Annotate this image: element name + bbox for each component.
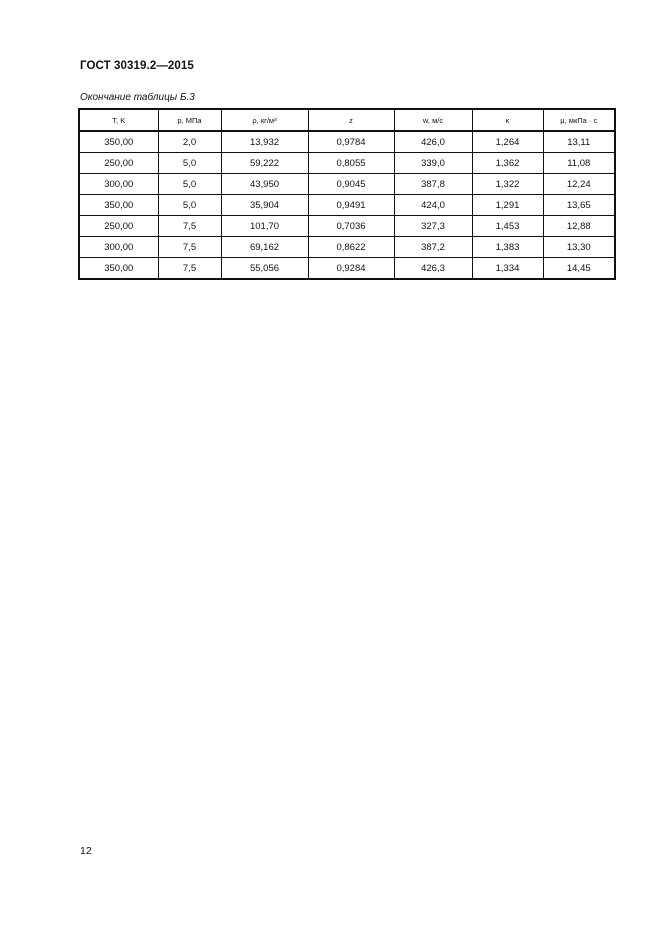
- table-caption: Окончание таблицы Б.3: [80, 92, 195, 103]
- cell-isentropic-exponent: 1,291: [472, 195, 543, 216]
- document-header: ГОСТ 30319.2—2015: [80, 60, 194, 72]
- header-density: ρ, кг/м³: [221, 109, 308, 131]
- cell-compressibility: 0,8055: [308, 153, 394, 174]
- table-row: [79, 195, 615, 216]
- data-table: [78, 108, 616, 280]
- cell-temperature: 350,00: [79, 258, 158, 280]
- cell-sound-speed: 387,2: [394, 237, 472, 258]
- cell-pressure: 5,0: [158, 195, 221, 216]
- table-row: [79, 216, 615, 237]
- cell-density: 35,904: [221, 195, 308, 216]
- cell-pressure: 7,5: [158, 258, 221, 280]
- cell-isentropic-exponent: 1,322: [472, 174, 543, 195]
- cell-compressibility: 0,9284: [308, 258, 394, 280]
- cell-viscosity: 13,30: [543, 237, 615, 258]
- cell-density: 55,056: [221, 258, 308, 280]
- table-row: [79, 258, 615, 280]
- cell-temperature: 250,00: [79, 153, 158, 174]
- page-number: 12: [80, 845, 92, 857]
- table-row: [79, 131, 615, 153]
- cell-pressure: 5,0: [158, 174, 221, 195]
- cell-temperature: 250,00: [79, 216, 158, 237]
- cell-sound-speed: 426,3: [394, 258, 472, 280]
- cell-isentropic-exponent: 1,362: [472, 153, 543, 174]
- cell-density: 13,932: [221, 131, 308, 153]
- cell-compressibility: 0,7036: [308, 216, 394, 237]
- cell-isentropic-exponent: 1,334: [472, 258, 543, 280]
- cell-compressibility: 0,8622: [308, 237, 394, 258]
- cell-isentropic-exponent: 1,264: [472, 131, 543, 153]
- cell-isentropic-exponent: 1,453: [472, 216, 543, 237]
- cell-sound-speed: 339,0: [394, 153, 472, 174]
- cell-sound-speed: 387,8: [394, 174, 472, 195]
- cell-pressure: 2,0: [158, 131, 221, 153]
- cell-viscosity: 13,11: [543, 131, 615, 153]
- cell-viscosity: 12,24: [543, 174, 615, 195]
- cell-isentropic-exponent: 1,383: [472, 237, 543, 258]
- cell-sound-speed: 327,3: [394, 216, 472, 237]
- cell-density: 59,222: [221, 153, 308, 174]
- cell-pressure: 5,0: [158, 153, 221, 174]
- cell-density: 43,950: [221, 174, 308, 195]
- cell-density: 101,70: [221, 216, 308, 237]
- header-isentropic-exponent: κ: [472, 109, 543, 131]
- cell-pressure: 7,5: [158, 237, 221, 258]
- header-temperature: T, K: [79, 109, 158, 131]
- header-pressure: p, МПа: [158, 109, 221, 131]
- cell-viscosity: 12,88: [543, 216, 615, 237]
- cell-temperature: 300,00: [79, 174, 158, 195]
- cell-temperature: 350,00: [79, 131, 158, 153]
- cell-compressibility: 0,9784: [308, 131, 394, 153]
- cell-compressibility: 0,9045: [308, 174, 394, 195]
- table-row: [79, 237, 615, 258]
- header-compressibility: z: [308, 109, 394, 131]
- cell-viscosity: 13,65: [543, 195, 615, 216]
- cell-sound-speed: 424,0: [394, 195, 472, 216]
- cell-viscosity: 11,08: [543, 153, 615, 174]
- cell-sound-speed: 426,0: [394, 131, 472, 153]
- table-row: [79, 174, 615, 195]
- table-row: [79, 153, 615, 174]
- header-viscosity: μ, мкПа · с: [543, 109, 615, 131]
- table-header-row: [79, 109, 615, 131]
- cell-viscosity: 14,45: [543, 258, 615, 280]
- header-sound-speed: w, м/с: [394, 109, 472, 131]
- cell-pressure: 7,5: [158, 216, 221, 237]
- cell-density: 69,162: [221, 237, 308, 258]
- cell-temperature: 300,00: [79, 237, 158, 258]
- cell-compressibility: 0,9491: [308, 195, 394, 216]
- cell-temperature: 350,00: [79, 195, 158, 216]
